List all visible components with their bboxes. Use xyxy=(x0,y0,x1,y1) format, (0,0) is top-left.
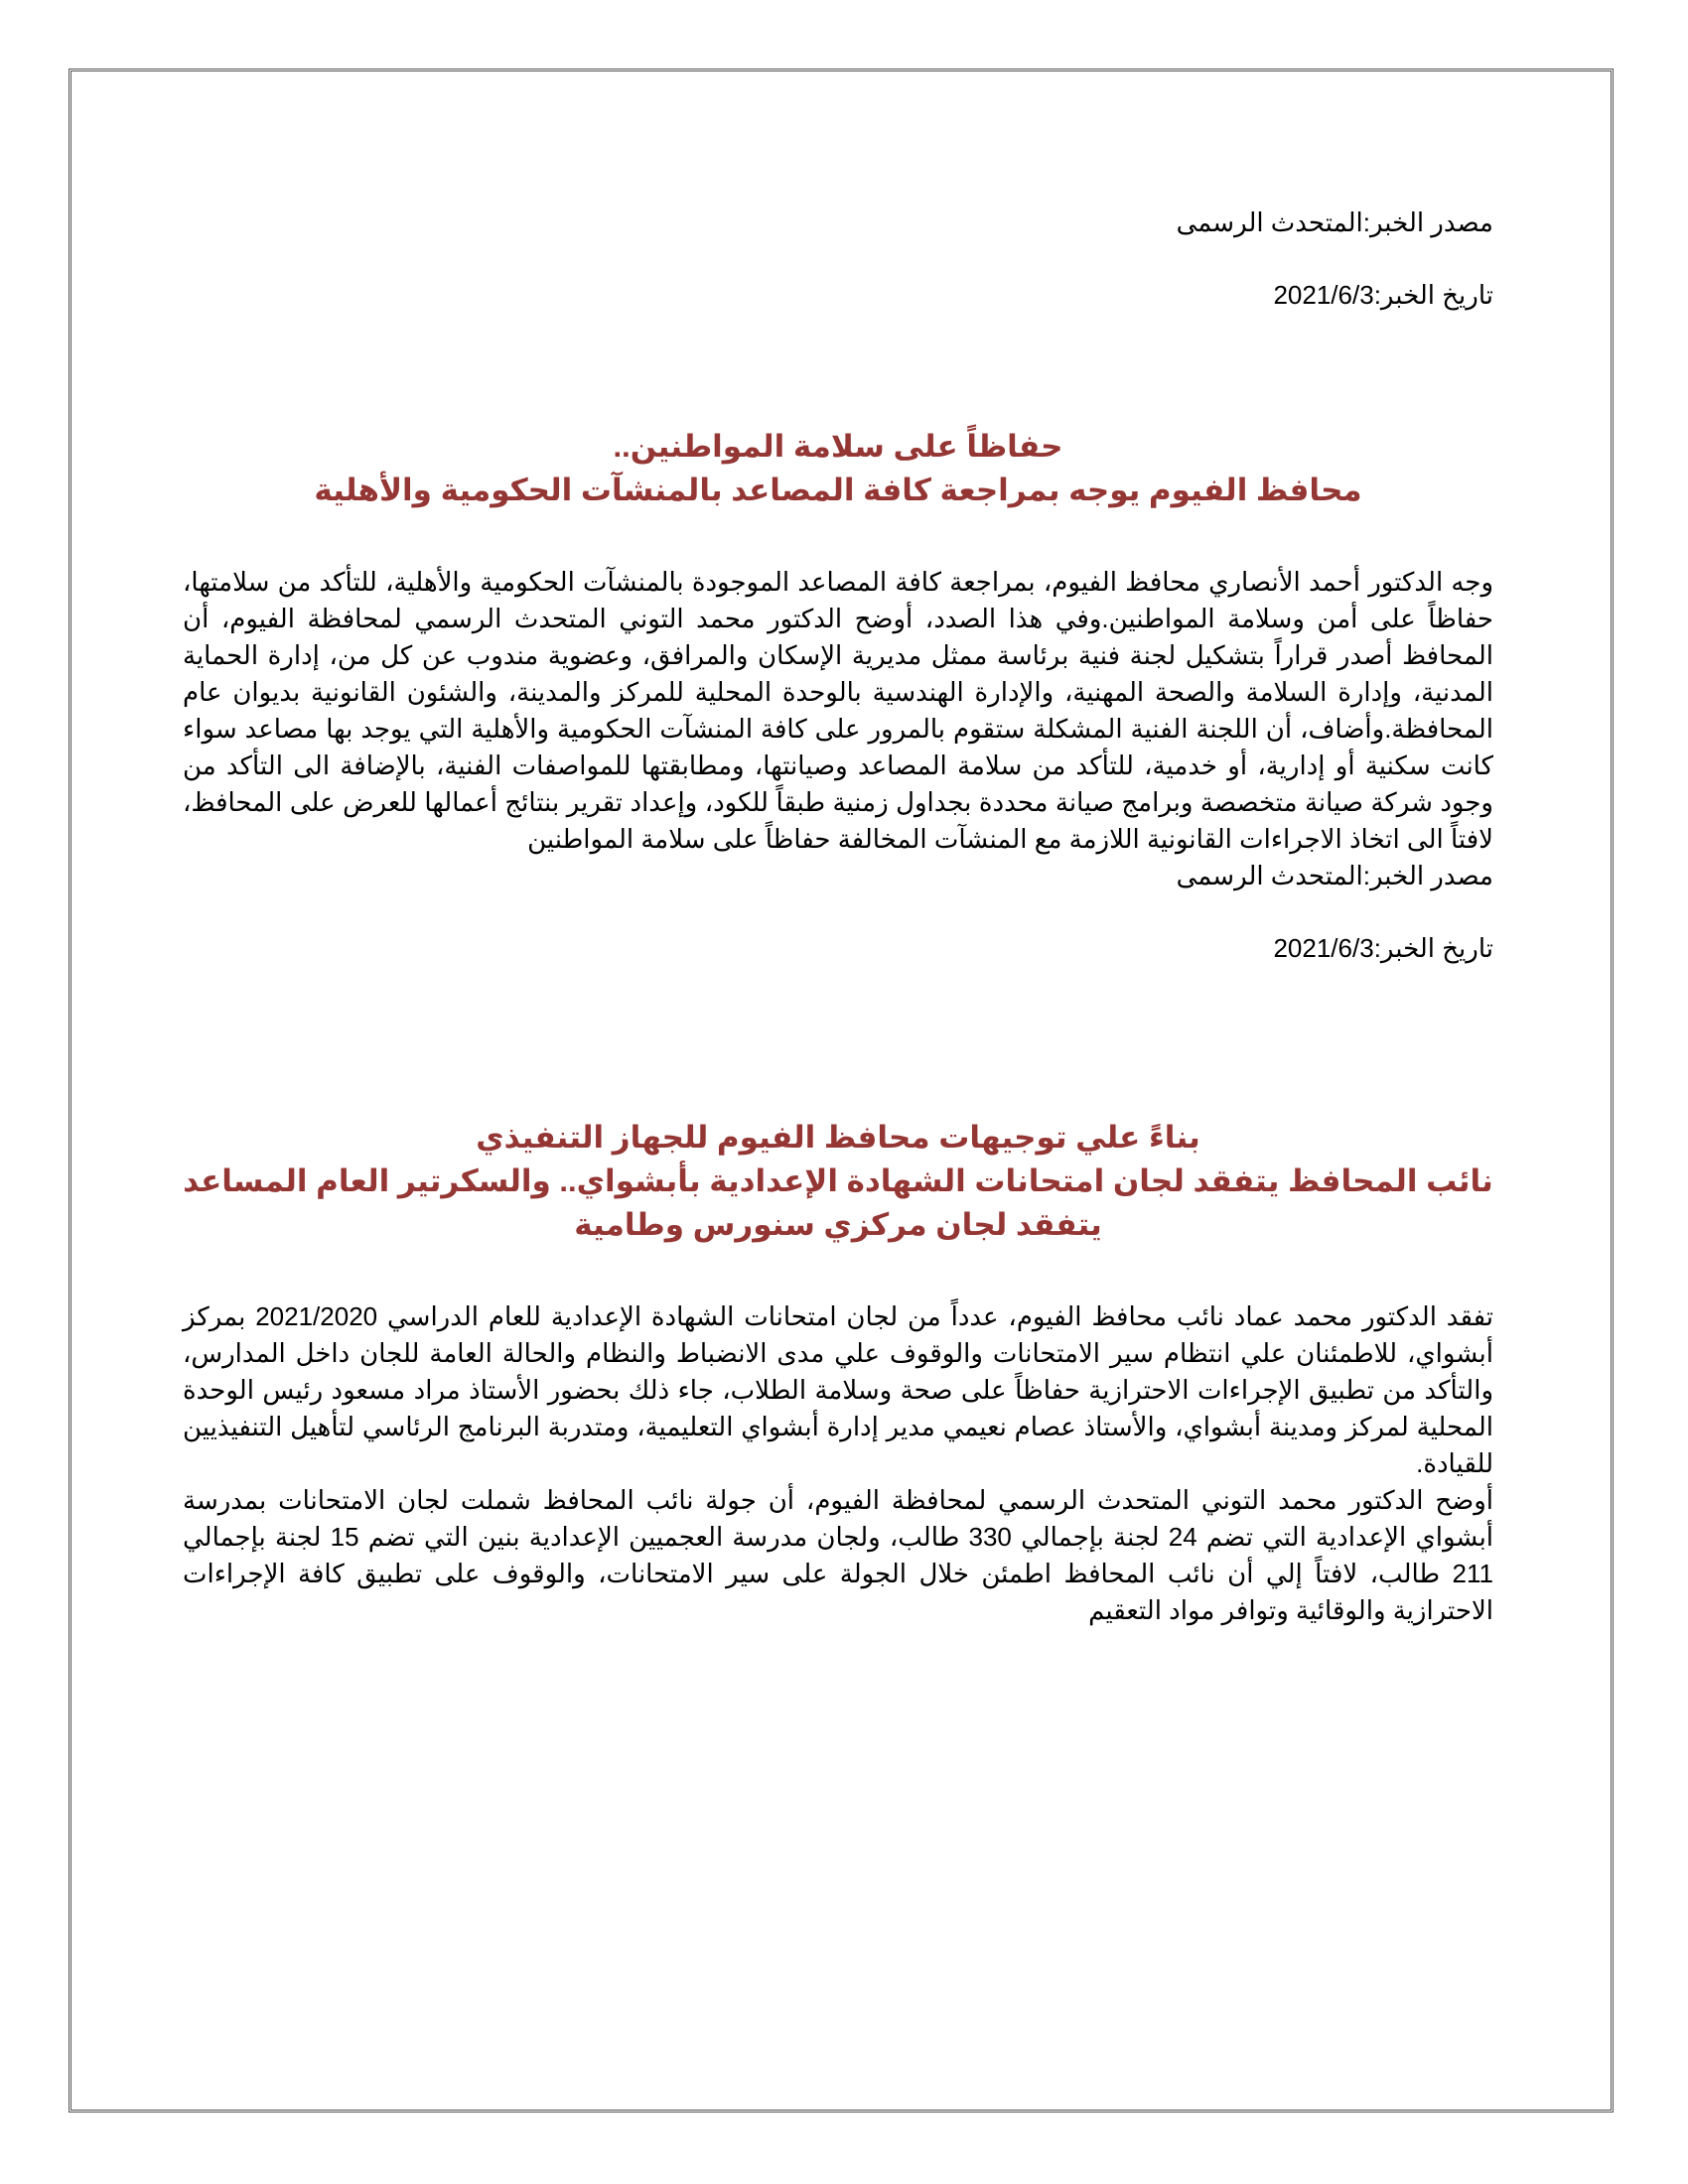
news-source-line: مصدر الخبر:المتحدث الرسمى xyxy=(1176,861,1493,890)
headline-line-1: حفاظاً على سلامة المواطنين.. xyxy=(613,429,1063,464)
headline-line-2: محافظ الفيوم يوجه بمراجعة كافة المصاعد بالمنشآت الحكومية والأهلية xyxy=(314,473,1362,507)
article-body: وجه الدكتور أحمد الأنصاري محافظ الفيوم، بمراجعة كافة المصاعد الموجودة بالمنشآت الحكومية والأهلية، للتأكد من سلامتها، حفاظاً على أمن وسلامة المواطنين.وفي هذا الصدد، أوضح الدكتور محمد التوني المتحدث الرسمي لمحافظة الفيوم، أن المحافظ أصدر قراراً بتشكيل لجنة فنية برئاسة ممثل مديرية الإسكان والمرافق، وعضوية مندوب عن كل من، إدارة الحماية المدنية، وإدارة السلامة والصحة المهنية، والإدارة الهندسية بالوحدة المحلية للمركز والمدينة، والشئون القانونية بديوان عام المحافظة.وأضاف، أن اللجنة الفنية المشكلة ستقوم بالمرور على كافة المنشآت الحكومية والأهلية التي يوجد بها مصاعد سواء كانت سكنية أو إدارية، أو خدمية، للتأكد من سلامة المصاعد وصيانتها، ومطابقتها للمواصفات الفنية، بالإضافة الى التأكد من وجود شركة صيانة متخصصة وبرامج صيانة محددة بجداول زمنية طبقاً للكود، وإعداد تقرير بنتائج أعمالها للعرض على المحافظ، لافتاً الى اتخاذ الاجراءات القانونية اللازمة مع المنشآت المخالفة حفاظاً على سلامة المواطنين xyxy=(183,567,1493,854)
article-body-paragraph: تفقد الدكتور محمد عماد نائب محافظ الفيوم، عدداً من لجان امتحانات الشهادة الإعدادية للعام الدراسي 2021/2020 بمركز أبشواي، للاطمئنان علي انتظام سير الامتحانات والوقوف علي مدى الانضباط والنظام والحالة العامة للجان داخل المدارس، والتأكد من تطبيق الإجراءات الاحترازية حفاظاً على صحة وسلامة الطلاب، جاء ذلك بحضور الأستاذ مراد مسعود رئيس الوحدة المحلية لمركز ومدينة أبشواي، والأستاذ عصام نعيمي مدير إدارة أبشواي التعليمية، ومتدربة البرنامج الرئاسي لتأهيل التنفيذيين للقيادة. xyxy=(183,1301,1493,1478)
news-source-line: مصدر الخبر:المتحدث الرسمى xyxy=(1176,207,1493,237)
headline-line-2: نائب المحافظ يتفقد لجان امتحانات الشهادة الإعدادية بأبشواي.. والسكرتير العام المساعد يتفقد لجان مركزي سنورس وطامية xyxy=(183,1163,1493,1242)
headline-line-1: بناءً علي توجيهات محافظ الفيوم للجهاز التنفيذي xyxy=(476,1120,1200,1155)
article-body-paragraph: أوضح الدكتور محمد التوني المتحدث الرسمي لمحافظة الفيوم، أن جولة نائب المحافظ شملت لجان الامتحانات بمدرسة أبشواي الإعدادية التي تضم 24 لجنة بإجمالي 330 طالب، ولجان مدرسة العجميين الإعدادية بنين التي تضم 15 لجنة بإجمالي 211 طالب، لافتاً إلي أن نائب المحافظ اطمئن خلال الجولة على سير الامتحانات، والوقوف على تطبيق كافة الإجراءات الاحترازية والوقائية وتوافر مواد التعقيم xyxy=(183,1485,1494,1625)
document-content xyxy=(183,195,1493,1629)
news-date-line: تاريخ الخبر:2021/6/3 xyxy=(1273,280,1493,310)
news-date-line: تاريخ الخبر:2021/6/3 xyxy=(1273,933,1493,963)
